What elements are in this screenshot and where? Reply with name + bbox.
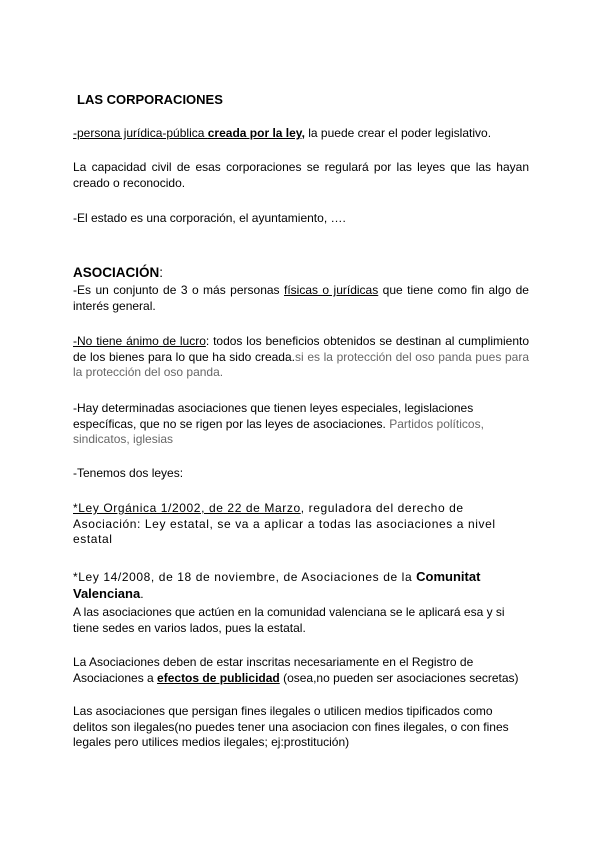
paragraph-ley-organica — [73, 501, 529, 548]
text-ley-organica: *Ley Orgánica 1/2002, de 22 de Marzo — [73, 501, 301, 515]
text-asociaciones-especiales: -Hay determinadas asociaciones que tienen leyes especiales, legislaciones específicas, que no se rigen por las leyes de asociaciones. — [73, 401, 474, 431]
text-poder-legislativo: la puede crear el poder legislativo. — [304, 126, 492, 140]
text-oso-panda: si es la protección del oso panda pues para la protección del oso panda. — [73, 349, 529, 379]
text-efectos-publicidad: efectos de publicidad — [157, 670, 280, 685]
text-inscritas: La Asociaciones deben de estar inscritas necesariamente en el Registro de Asociaciones a — [73, 655, 474, 685]
paragraph-animo-lucro — [73, 334, 529, 381]
text-beneficios: : todos los beneficios obtenidos se destinan al cumplimiento de los bienes para lo que ha sido creada. — [73, 334, 530, 364]
paragraph-estado: -El estado es una corporación, el ayuntamiento, …. — [73, 211, 346, 225]
paragraph-fines-ilegales: Las asociaciones que persigan fines ilegales o utilicen medios tipificados como delitos son ilegales(no puedes tener una asociacion con fines ilegales, o con fines legales pero utilices medios ilegales; ej:prostitución) — [73, 704, 509, 749]
text-persona-juridica: -persona jurídica-pública — [73, 126, 208, 140]
text-fisicas-juridicas: físicas o jurídicas — [283, 283, 379, 297]
text-comunitat-valenciana: Comunitat Valenciana — [73, 569, 481, 601]
asociacion-heading-text: ASOCIACIÓN — [73, 265, 160, 280]
text-partidos-sindicatos: Partidos políticos, sindicatos, iglesias — [73, 416, 484, 446]
paragraph-leyes-especiales — [73, 401, 529, 448]
paragraph-ley-valenciana — [73, 569, 529, 602]
text-creada-por-ley: creada por la ley, — [207, 126, 305, 140]
text-ley-14-2008: *Ley 14/2008, de 18 de noviembre, de Asociaciones de la — [73, 570, 417, 584]
text-period: . — [140, 586, 145, 601]
text-no-secretas: (osea,no pueden ser asociaciones secretas) — [279, 670, 519, 685]
paragraph-capacidad-civil: La capacidad civil de esas corporaciones se regulará por las leyes que las hayan creado o reconocido. — [73, 160, 529, 190]
text-conjunto: -Es un conjunto de 3 o más personas — [73, 283, 284, 297]
paragraph-dos-leyes: -Tenemos dos leyes: — [73, 466, 184, 480]
paragraph-conjunto-personas — [73, 283, 529, 314]
page-title: LAS CORPORACIONES — [77, 92, 223, 107]
paragraph-comunidad-valenciana: A las asociaciones que actúen en la comunidad valenciana se le aplicará esa y si tiene sedes en varios lados, pues la estatal. — [73, 605, 505, 635]
text-interes-general: que tiene como fin algo de interés general. — [73, 283, 529, 313]
paragraph-registro-asociaciones — [73, 655, 529, 686]
text-ley-organica-desc: , reguladora del derecho de Asociación: Ley estatal, se va a aplicar a todas las asociaciones a nivel estatal — [73, 501, 496, 546]
paragraph-persona-juridica — [73, 126, 529, 142]
asociacion-heading — [73, 265, 529, 281]
asociacion-heading-colon: : — [159, 265, 164, 280]
text-no-animo-lucro: -No tiene ánimo de lucro — [73, 334, 206, 348]
